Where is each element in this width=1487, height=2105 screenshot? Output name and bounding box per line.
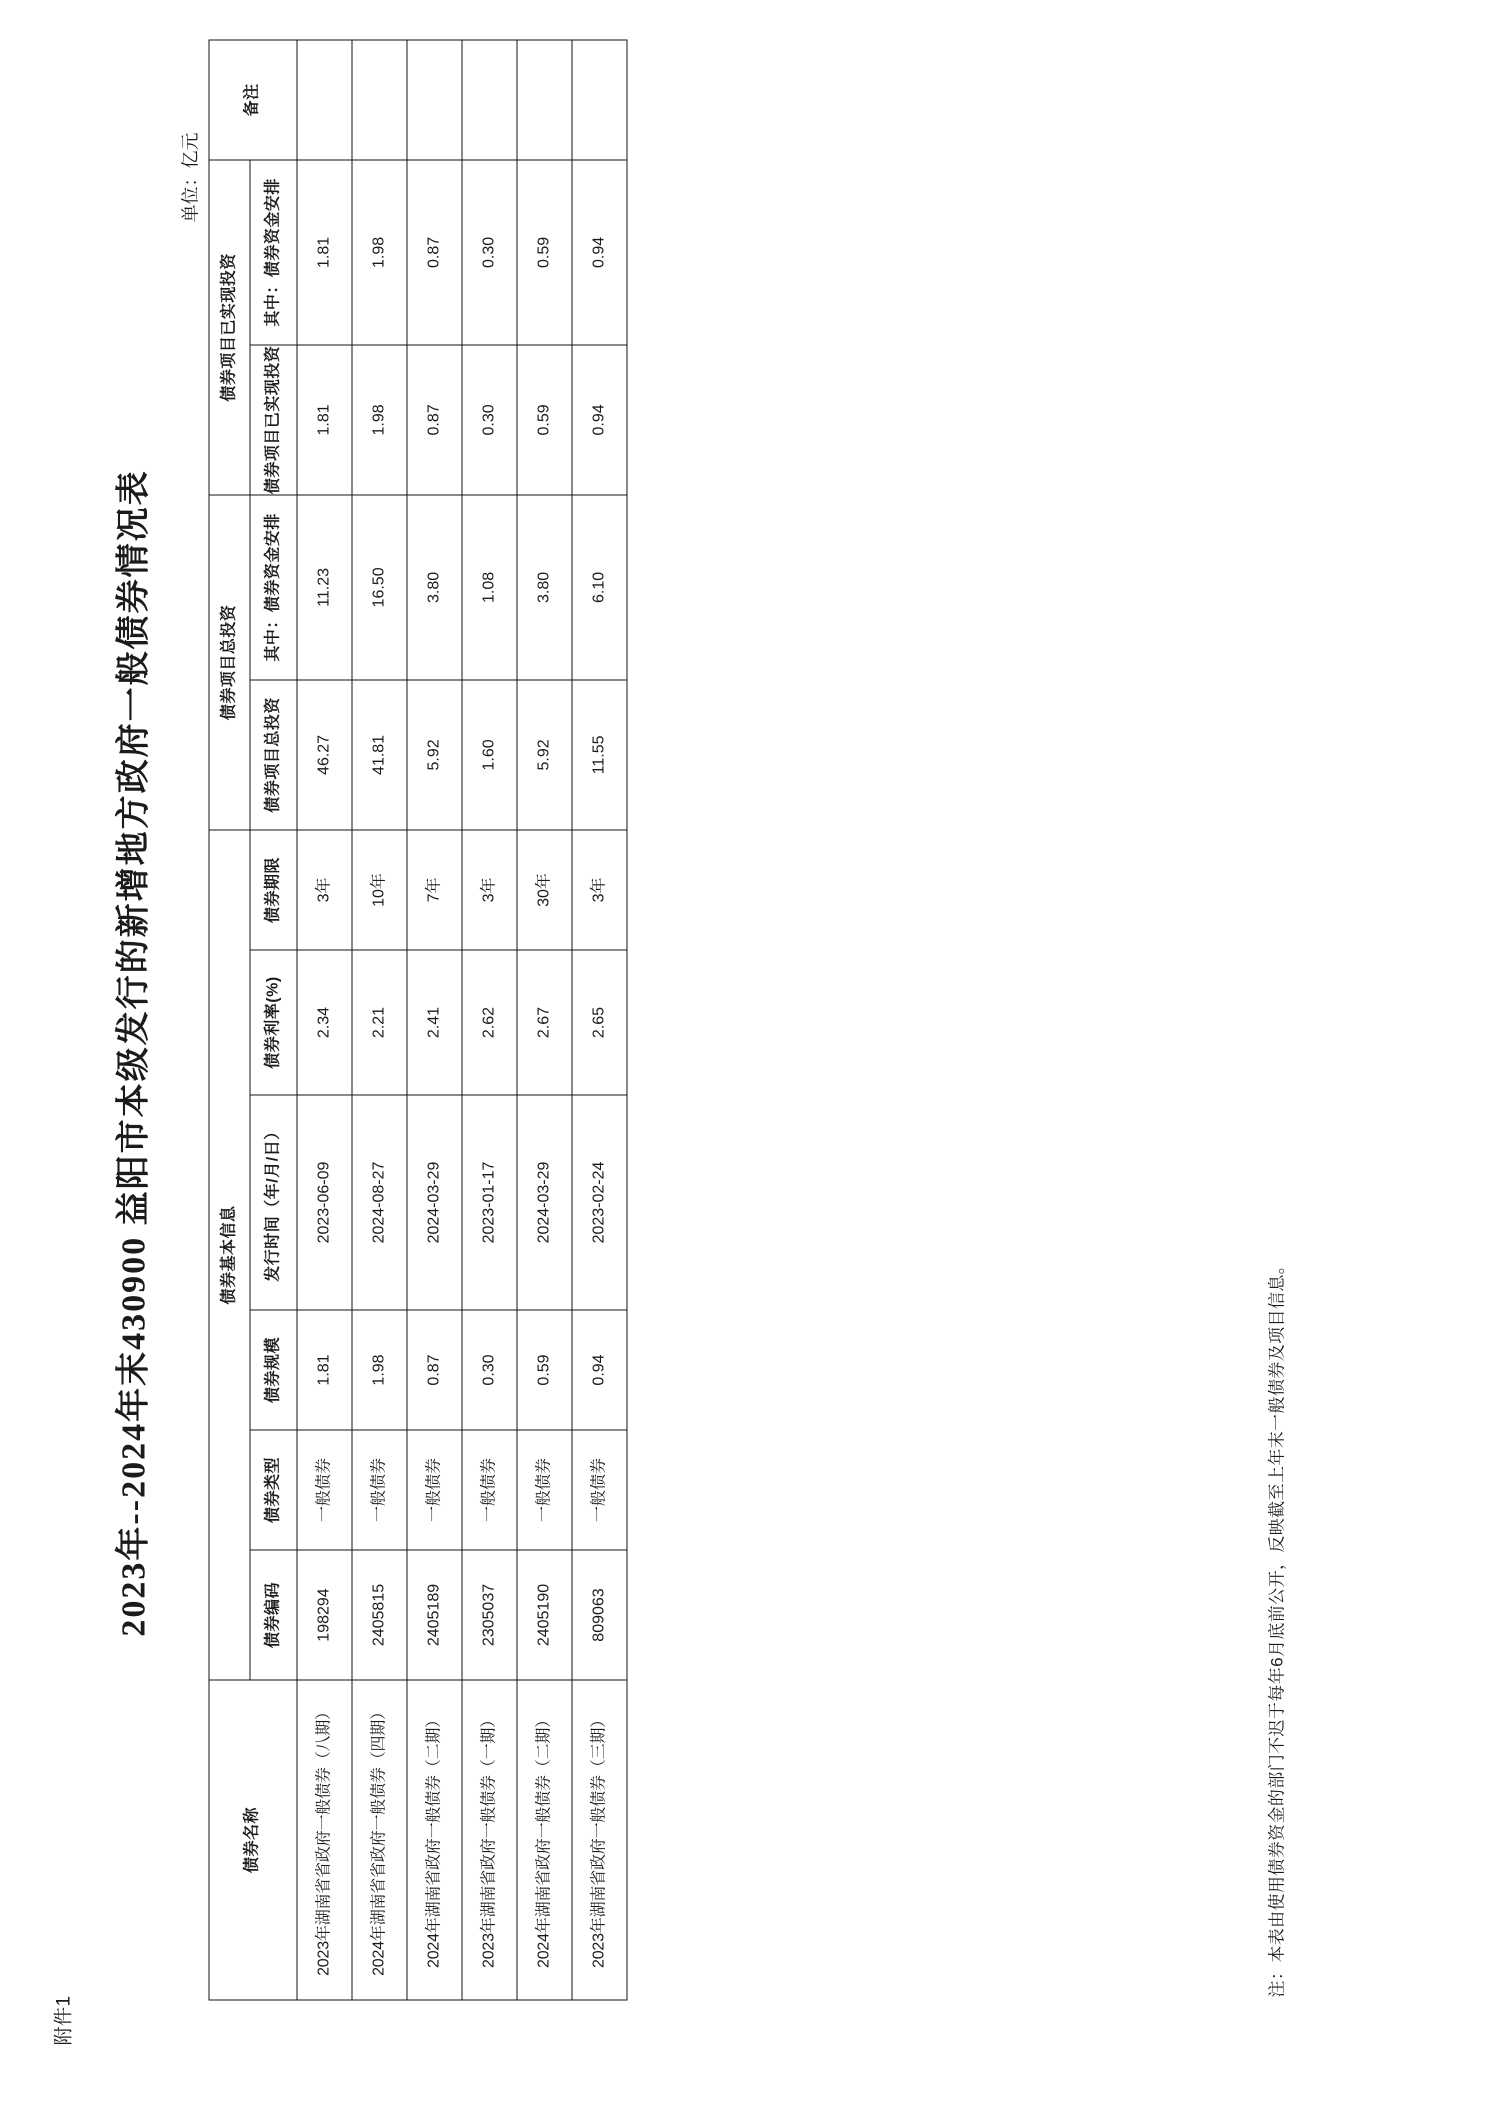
- table-row: [517, 39, 572, 1999]
- cell-bond-code: 2405189: [407, 1550, 462, 1680]
- cell-bond-scale: 1.81: [297, 1310, 352, 1430]
- cell-total-invest: 5.92: [517, 679, 572, 829]
- cell-issue-date: 2024-03-29: [407, 1095, 462, 1310]
- cell-remark: [517, 39, 572, 159]
- table-row: [297, 39, 352, 1999]
- cell-bond-type: 一般债券: [407, 1430, 462, 1550]
- cell-total-bond-fund: 1.08: [462, 494, 517, 679]
- header-group-basic-info: 债券基本信息: [209, 829, 250, 1679]
- cell-bond-term: 30年: [517, 829, 572, 949]
- cell-realized-bond-fund: 0.94: [572, 159, 627, 344]
- header-total-invest-amount: 债券项目总投资: [250, 679, 297, 829]
- table-row: [407, 39, 462, 1999]
- cell-bond-type: 一般债券: [517, 1430, 572, 1550]
- cell-bond-term: 7年: [407, 829, 462, 949]
- cell-realized-invest: 0.30: [462, 344, 517, 494]
- cell-issue-date: 2023-06-09: [297, 1095, 352, 1310]
- cell-bond-term: 10年: [352, 829, 407, 949]
- header-realized-invest-amount: 债券项目已实现投资: [250, 344, 297, 494]
- cell-bond-rate: 2.21: [352, 950, 407, 1095]
- cell-bond-type: 一般债券: [572, 1430, 627, 1550]
- cell-bond-term: 3年: [297, 829, 352, 949]
- cell-bond-rate: 2.34: [297, 950, 352, 1095]
- cell-issue-date: 2024-03-29: [517, 1095, 572, 1310]
- cell-bond-rate: 2.62: [462, 950, 517, 1095]
- cell-bond-code: 198294: [297, 1550, 352, 1680]
- unit-label: 单位：亿元: [180, 132, 200, 222]
- cell-total-bond-fund: 16.50: [352, 494, 407, 679]
- cell-realized-bond-fund: 0.30: [462, 159, 517, 344]
- cell-bond-term: 3年: [462, 829, 517, 949]
- cell-bond-rate: 2.65: [572, 950, 627, 1095]
- cell-remark: [407, 39, 462, 159]
- cell-total-bond-fund: 3.80: [407, 494, 462, 679]
- cell-realized-bond-fund: 1.81: [297, 159, 352, 344]
- table-row: [352, 39, 407, 1999]
- cell-bond-name: 2024年湖南省政府一般债券（二期）: [407, 1680, 462, 2000]
- header-bond-code: 债券编码: [250, 1550, 297, 1680]
- cell-realized-invest: 1.81: [297, 344, 352, 494]
- cell-bond-name: 2023年湖南省省政府一般债券（八期）: [297, 1680, 352, 2000]
- header-bond-rate: 债券利率(%): [250, 950, 297, 1095]
- cell-bond-name: 2024年湖南省政府一般债券（二期）: [517, 1680, 572, 2000]
- cell-realized-bond-fund: 0.87: [407, 159, 462, 344]
- cell-bond-scale: 1.98: [352, 1310, 407, 1430]
- cell-realized-invest: 0.59: [517, 344, 572, 494]
- cell-total-invest: 46.27: [297, 679, 352, 829]
- cell-realized-invest: 0.94: [572, 344, 627, 494]
- cell-bond-name: 2024年湖南省省政府一般债券（四期）: [352, 1680, 407, 2000]
- header-remark: 备注: [209, 39, 297, 159]
- cell-issue-date: 2023-02-24: [572, 1095, 627, 1310]
- header-bond-scale: 债券规模: [250, 1310, 297, 1430]
- page-title: 2023年--2024年末430900 益阳市本级发行的新增地方政府一般债券情况表: [115, 468, 152, 1637]
- cell-issue-date: 2024-08-27: [352, 1095, 407, 1310]
- header-bond-term: 债券期限: [250, 829, 297, 949]
- table-footnote: 注：本表由使用债券资金的部门不迟于每年6月底前公开，反映截至上年末一般债券及项目信息。: [1267, 1256, 1286, 1997]
- cell-bond-rate: 2.67: [517, 950, 572, 1095]
- cell-total-invest: 41.81: [352, 679, 407, 829]
- header-total-invest-bond-fund: 其中：债券资金安排: [250, 494, 297, 679]
- cell-total-invest: 1.60: [462, 679, 517, 829]
- cell-remark: [352, 39, 407, 159]
- table-row: [572, 39, 627, 1999]
- header-bond-type: 债券类型: [250, 1430, 297, 1550]
- cell-bond-code: 2405815: [352, 1550, 407, 1680]
- cell-bond-code: 2305037: [462, 1550, 517, 1680]
- cell-realized-invest: 0.87: [407, 344, 462, 494]
- cell-bond-scale: 0.87: [407, 1310, 462, 1430]
- cell-realized-invest: 1.98: [352, 344, 407, 494]
- cell-remark: [572, 39, 627, 159]
- cell-bond-scale: 0.30: [462, 1310, 517, 1430]
- table-body: [297, 39, 627, 1999]
- header-group-total-invest: 债券项目总投资: [209, 494, 250, 829]
- cell-bond-name: 2023年湖南省政府一般债券（一期）: [462, 1680, 517, 2000]
- cell-remark: [297, 39, 352, 159]
- header-issue-date: 发行时间（年/月/日）: [250, 1095, 297, 1310]
- cell-total-bond-fund: 6.10: [572, 494, 627, 679]
- cell-issue-date: 2023-01-17: [462, 1095, 517, 1310]
- attachment-label: 附件1: [53, 1994, 74, 2045]
- cell-bond-code: 2405190: [517, 1550, 572, 1680]
- header-realized-invest-bond-fund: 其中：债券资金安排: [250, 159, 297, 344]
- cell-total-invest: 11.55: [572, 679, 627, 829]
- cell-bond-type: 一般债券: [297, 1430, 352, 1550]
- bond-table: [208, 39, 627, 2000]
- cell-bond-term: 3年: [572, 829, 627, 949]
- cell-bond-type: 一般债券: [462, 1430, 517, 1550]
- cell-bond-code: 809063: [572, 1550, 627, 1680]
- cell-remark: [462, 39, 517, 159]
- cell-realized-bond-fund: 0.59: [517, 159, 572, 344]
- cell-total-invest: 5.92: [407, 679, 462, 829]
- cell-total-bond-fund: 3.80: [517, 494, 572, 679]
- cell-bond-name: 2023年湖南省政府一般债券（三期）: [572, 1680, 627, 2000]
- cell-bond-rate: 2.41: [407, 950, 462, 1095]
- header-bond-name: 债券名称: [209, 1680, 297, 2000]
- cell-total-bond-fund: 11.23: [297, 494, 352, 679]
- cell-bond-scale: 0.94: [572, 1310, 627, 1430]
- table-group-header-row: [209, 39, 250, 1999]
- cell-realized-bond-fund: 1.98: [352, 159, 407, 344]
- cell-bond-scale: 0.59: [517, 1310, 572, 1430]
- cell-bond-type: 一般债券: [352, 1430, 407, 1550]
- header-group-realized-invest: 债券项目已实现投资: [209, 159, 250, 494]
- table-row: [462, 39, 517, 1999]
